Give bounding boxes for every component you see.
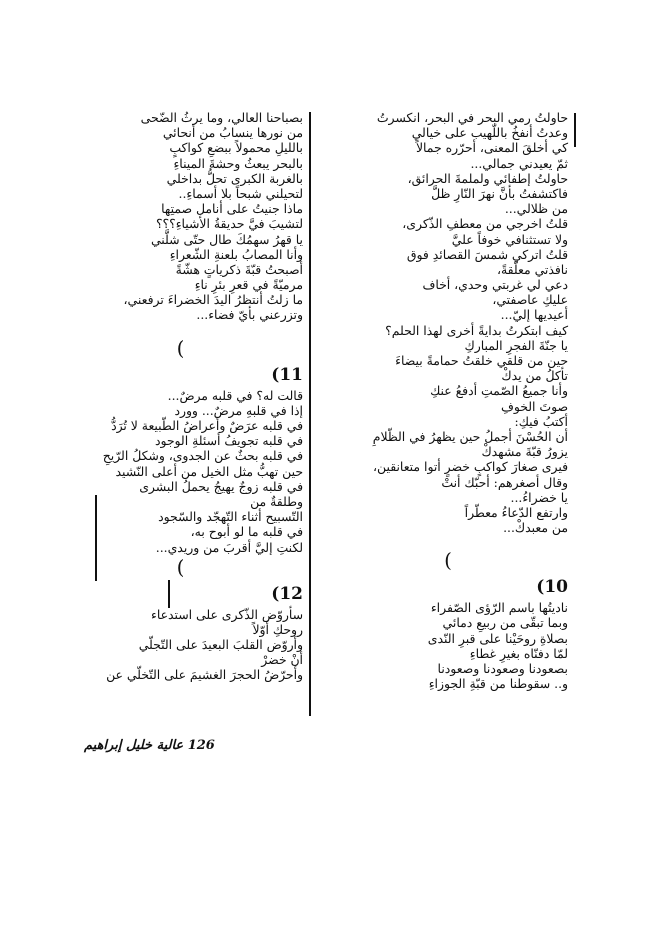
poem-line: حاولتُ إطفائي ولملمةَ الحرائق، — [407, 170, 568, 186]
poem-line: عليكِ عاصفتي، — [492, 292, 568, 308]
poem-line: قلتُ اخرجي من معطفِ الذّكرى، — [402, 216, 568, 232]
poem-line: روحكِ أوّلاً — [252, 621, 303, 637]
poem-line: وارتفع الدّعاءُ معطّراً — [464, 504, 568, 520]
poem-line: نافذتي معلّقةً، — [497, 261, 568, 277]
poem-line: من ظلالي... — [504, 201, 568, 217]
poem-line: التّسبيح أثناء التّهجّد والسّجود — [158, 509, 303, 525]
left-column — [58, 110, 303, 683]
poem-line: يا جنّةَ الفجرِ المباركِ — [464, 337, 568, 353]
poem-line: ما زلتُ أنتظرُ اليدَ الخضراءَ ترفعني، — [123, 292, 303, 308]
right-column — [328, 110, 568, 691]
section-number-10: 10) — [536, 577, 568, 598]
page-footer: 126 عالية خليل إبراهيم — [84, 738, 215, 753]
section-number-11: 11) — [271, 364, 303, 385]
poem-line: بصباحنا العالي، وما يرثُ الضّحى — [140, 110, 303, 125]
poem-line: قلتُ اتركي شمسَ القصائدِ فوق — [406, 246, 568, 262]
poem-line: لتشيبَ فيَّ حديقةُ الأشياءِ؟؟؟ — [155, 216, 303, 232]
poem-line: من نورها ينسابُ من أنحائي — [162, 125, 303, 141]
poem-line: أعيديها إليّ... — [500, 307, 568, 323]
poem-line: من معبدكْ... — [503, 520, 568, 536]
poem-line: يا خضراءُ... — [510, 489, 568, 505]
poem-line: وأنا جميعُ الصّمتِ أدفعُ عنكِ — [430, 383, 568, 399]
poem-line: في قلبه تجويفُ أسئلةِ الوجود — [154, 433, 303, 449]
poem-line: حاولتُ رمي البحر في البحر، انكسرتُ — [376, 110, 568, 125]
poem-line: سأروّض الذّكرى على استدعاء — [151, 606, 303, 622]
poem-line: كي أخلقَ المعنى، أحرّره جمالاً — [415, 140, 568, 156]
poem-line: أصبحتُ قبّةَ ذكرياتٍ هشّةً — [175, 261, 303, 277]
poem-line: وتزرعني بأيّ فضاء... — [196, 307, 303, 323]
poem-line: وعدتُ أنفخُ باللّهيب على خيالي — [411, 125, 568, 141]
poem-line: في قلبه عرَضٌ وأعراضُ الطّبيعة لا تُرَدُّ — [111, 418, 303, 433]
poem-line: و.. سقوطنا من قبّةِ الجوزاءِ — [428, 676, 568, 692]
poem-line: وقال أصغرهم: أحبّك أنتْ — [441, 474, 568, 490]
poem-line: وطلقةٌ من — [250, 493, 303, 509]
poem-line: فاكتشفتُ بأنَّ نهرَ النّارِ ظلَّ — [431, 185, 568, 201]
poem-line: فيرى صغارَ كواكبٍ خضرٍ أتوا متعانقين، — [373, 459, 568, 475]
poem-line: مرميّةً في قعرِ بئرِ ناءِ — [194, 277, 303, 293]
poem-line: ناديتُها باسم الرّؤى الصّفراء — [430, 600, 568, 616]
poem-line: بصلاةِ روحَيْنا على قبرِ النّدى — [427, 630, 568, 646]
poem-line: كيف ابتكرتُ بدايةً أخرى لهذا الحلم؟ — [385, 322, 568, 338]
poem-line: بصعودنا وصعودنا وصعودنا — [437, 661, 568, 676]
poem-line: صوتَ الخوفِ — [501, 398, 568, 414]
poem-line: بالليلِ محمولاً ببضعِ كواكبٍ — [169, 140, 303, 156]
poem-line: في قلبه زوجٌ يهيجُ يحملُ البشرى — [139, 478, 303, 494]
poem-line: وأروّض القلبَ البعيدَ على التّجلّي — [138, 637, 303, 653]
right-column-rule-top — [574, 113, 576, 147]
poem-line: تأكلُ من يدكْ — [501, 368, 568, 384]
poem-line: يزورُ قبّةَ مشهدكْ — [481, 444, 568, 460]
section-close-paren: ) — [444, 548, 452, 573]
section-close-paren: ) — [176, 335, 185, 360]
section-close-paren: ) — [176, 554, 185, 579]
poem-line: وأحرّضُ الحجرَ الغشيمَ على التّخلّي عن — [106, 667, 303, 683]
poem-line: ولا تستثنافي خوفاً عليَّ — [451, 231, 568, 247]
poem-line: حين من قلقي خلقتُ حمامةً بيضاءَ — [395, 353, 568, 368]
poem-line: ثمّ يعيدني جمالي... — [470, 155, 568, 171]
poem-line: في قلبه ما لو أبوح به، — [190, 524, 303, 540]
poem-line: بالغربة الكبرى تحلُّ بداخلي — [166, 170, 303, 186]
center-column-rule — [309, 112, 311, 716]
poem-line: في قلبه بحثٌ عن الجدوى، وشكلُ الرّيحِ — [102, 448, 303, 464]
poem-line: ماذا جنيتُ على أنامل صمتِها — [161, 201, 303, 217]
poem-line: وأنا المصابُ بلعنةِ الشّعراءِ — [169, 246, 303, 262]
poem-line: أكتبُ فيكِ: — [514, 413, 568, 429]
poem-line: لمّا دفنّاه بغيرِ غطاءِ — [469, 645, 568, 661]
poem-line: دعي لي غربتي وحدي، أخاف — [422, 277, 568, 293]
poem-line: أن الحُسْنَ أجملُ حين يظهرُ في الظّلامِ — [372, 428, 568, 444]
poem-line: إذا في قلبهِ مرضٌ... وورد — [174, 402, 303, 418]
poem-line: أنْ خضرْ — [261, 652, 303, 668]
poem-line: لكنتِ إليَّ أقربَ من وريدي... — [155, 539, 303, 555]
poem-line: حين تهبُّ مثل الخيل من أعلى النّشيد — [115, 463, 303, 479]
poem-line: لتحيلني شبحاً بلا أسماءِ.. — [178, 185, 303, 201]
poem-line: يا قهرُ سهمُكَ طال حتّى شلَّني — [150, 231, 303, 247]
poem-line: وبما تبقّى من ربيعِ دمائي — [442, 615, 568, 631]
poem-line: بالبحر يبعثُ وحشةَ الميناءِ — [173, 155, 303, 171]
section-number-12: 12) — [271, 583, 303, 604]
poem-line: قالت له؟ في قلبه مرضٌ... — [167, 387, 303, 403]
